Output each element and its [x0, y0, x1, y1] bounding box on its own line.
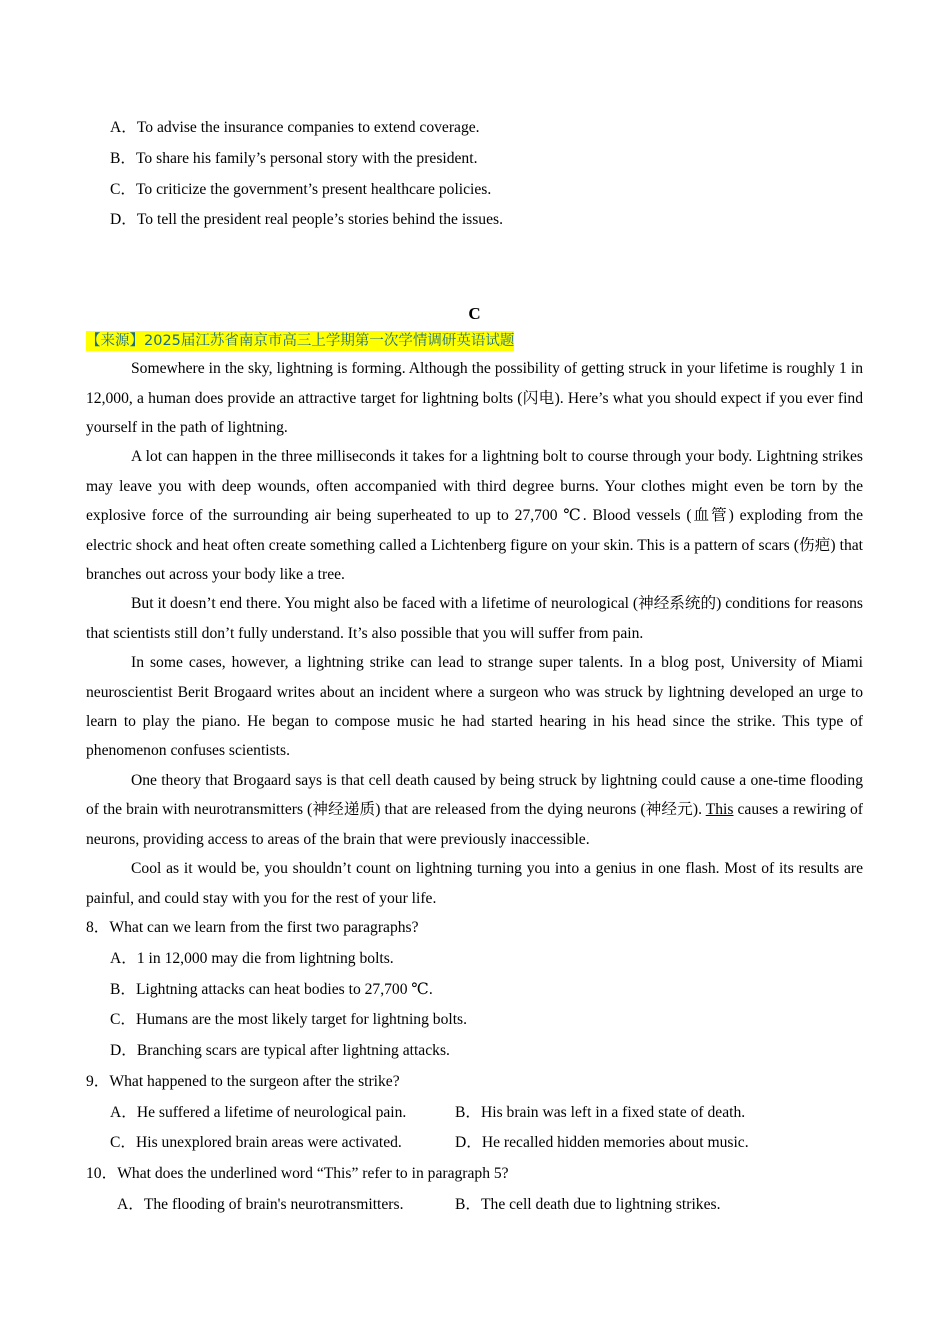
q9-option-a: A．He suffered a lifetime of neurological pain.	[110, 1103, 407, 1121]
option-d: D．To tell the president real people’s stories behind the issues.	[110, 211, 503, 229]
question-10-stem: 10．What does the underlined word “This” refer to in paragraph 5?	[86, 1165, 509, 1183]
q10-option-b: B．The cell death due to lightning strikes.	[455, 1196, 721, 1214]
paragraph-4: In some cases, however, a lightning strike can lead to strange super talents. In a blog post, University of Miami neuroscientist Berit Brogaard writes about an incident where a surgeon who was struck by lightning developed an urge to learn to play the piano. He began to compose music he had started hearing in his head since the strike. This type of phenomenon confuses scientists.	[86, 654, 863, 760]
paragraph-5-text: One theory that Brogaard says is that cell death caused by being struck by lightning could cause a one-time flooding of the brain with neurotransmitters (神经递质) that are released from the dying neurons (神经元).	[86, 771, 863, 819]
question-9-stem: 9．What happened to the surgeon after the strike?	[86, 1072, 400, 1090]
section-title: C	[468, 304, 481, 324]
q9-option-d: D．He recalled hidden memories about music.	[455, 1134, 749, 1152]
q9-option-b: B．His brain was left in a fixed state of death.	[455, 1103, 746, 1121]
paragraph-1: Somewhere in the sky, lightning is forming. Although the possibility of getting struck in your lifetime is roughly 1 in 12,000, a human does provide an attractive target for lightning bolts (闪电). Here’s what you should expect if you ever find yourself in the path of lightning.	[86, 360, 863, 436]
option-a: A．To advise the insurance companies to extend coverage.	[110, 119, 480, 136]
q9-options-row-2	[86, 1128, 863, 1159]
option-b: B．To share his family’s personal story with the president.	[110, 149, 478, 167]
q9-options-row-1	[86, 1098, 863, 1129]
q8-option-b: B．Lightning attacks can heat bodies to 27,700 ℃.	[110, 980, 433, 998]
q9-option-c: C．His unexplored brain areas were activated.	[110, 1134, 402, 1152]
q10-options-row-1	[86, 1190, 863, 1221]
question-8-stem: 8．What can we learn from the first two paragraphs?	[86, 918, 419, 936]
paragraph-2: A lot can happen in the three milliseconds it takes for a lightning bolt to course through your body. Lightning strikes may leave you with deep wounds, often accompanied with third degree burns. Your clothes might even be torn by the explosive force of the surrounding air being superheated to up to 27,700 ℃. Blood vessels (血管) exploding from the electric shock and heat often create something called a Lichtenberg figure on your skin. This is a pattern of scars (伤疤) that branches out across your body like a tree.	[86, 448, 863, 584]
q8-option-c: C．Humans are the most likely target for lightning bolts.	[110, 1011, 468, 1029]
paragraph-5	[86, 766, 863, 854]
paragraph-6: Cool as it would be, you shouldn’t count on lightning turning you into a genius in one flash. Most of its results are painful, and could stay with you for the rest of your life.	[86, 860, 863, 907]
spacer	[86, 236, 863, 299]
q8-option-a: A．1 in 12,000 may die from lightning bolts.	[110, 949, 394, 967]
document-page	[86, 113, 863, 1221]
paragraph-3: But it doesn’t end there. You might also be faced with a lifetime of neurological (神经系统的) conditions for reasons that scientists still don’t fully understand. It’s also possible that you will suffer from pain.	[86, 595, 863, 642]
q10-option-a: A．The flooding of brain's neurotransmitters.	[117, 1196, 404, 1214]
underlined-word: This	[705, 801, 734, 819]
paragraph-5-text-end: causes a rewiring of neurons, providing access to areas of the brain that were previously inaccessible.	[86, 801, 863, 848]
option-c: C．To criticize the government’s present healthcare policies.	[110, 180, 492, 198]
source-highlight: 【来源】2025届江苏省南京市高三上学期第一次学情调研英语试题	[86, 333, 515, 350]
q8-option-d: D．Branching scars are typical after lightning attacks.	[110, 1042, 450, 1060]
previous-question-options	[86, 113, 863, 236]
